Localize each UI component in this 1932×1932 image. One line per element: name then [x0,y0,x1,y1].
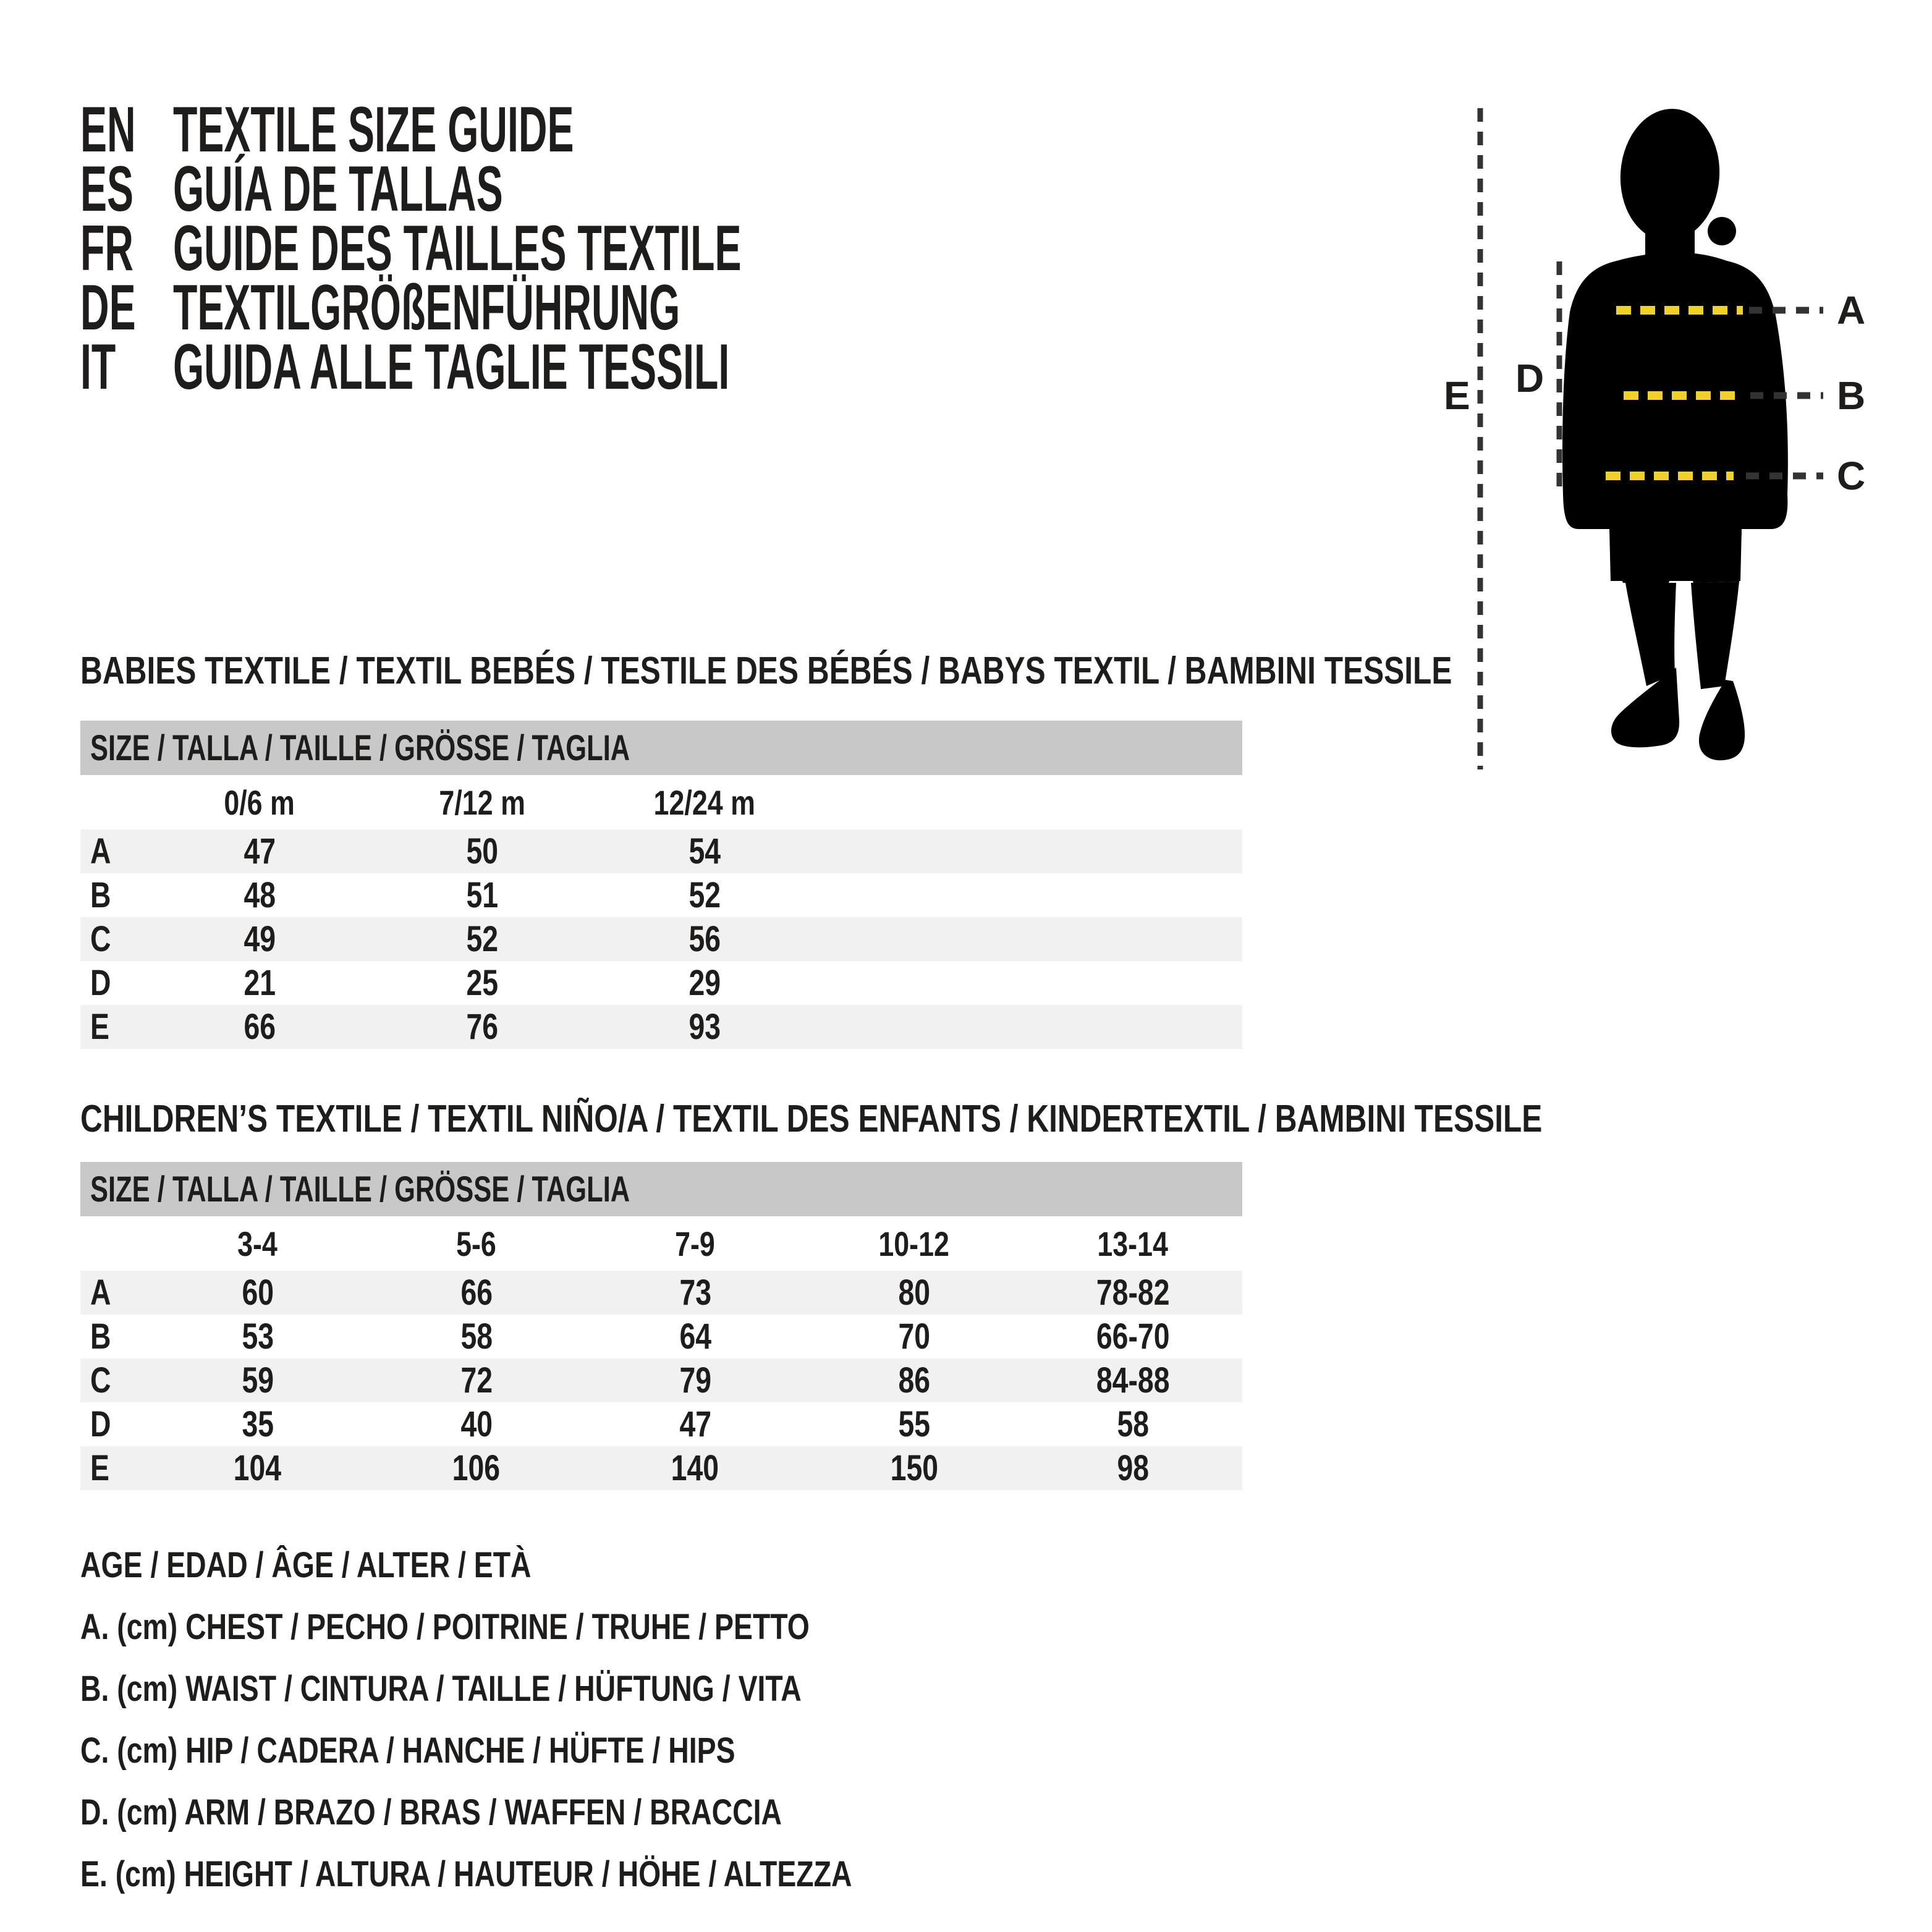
children-row-e [80,1446,1242,1490]
cell-value: 40 [460,1404,493,1444]
children-table-header-bar [80,1162,1242,1216]
legend-item-b: B. (cm) WAIST / CINTURA / TAILLE / HÜFTUNG / VITA [80,1668,802,1709]
language-title-es: GUÍA DE TALLAS [173,153,503,225]
children-size-table [80,1162,1242,1490]
cell-value: 52 [466,919,498,959]
babies-table-header-bar [80,721,1242,775]
row-label: B [90,875,111,915]
language-code-fr: FR [80,212,133,284]
row-label: C [90,919,111,959]
babies-row-b [80,873,1242,917]
cell-value: 64 [679,1316,711,1357]
cell-value: 54 [688,831,721,871]
cell-value: 35 [241,1404,274,1444]
cell-value: 93 [688,1007,721,1047]
cell-value: 48 [244,875,276,915]
cell-value: 86 [898,1360,930,1400]
cell-value: 25 [466,963,498,1003]
cell-value: 66-70 [1096,1316,1170,1357]
children-row-c [80,1358,1242,1402]
children-col-header-4: 13-14 [1097,1224,1169,1263]
row-label: E [90,1448,109,1488]
cell-value: 66 [244,1007,276,1047]
cell-value: 66 [460,1273,493,1313]
language-code-es: ES [80,153,134,225]
cell-value: 70 [898,1316,930,1357]
babies-row-d [80,961,1242,1005]
row-label: A [90,1273,111,1313]
babies-row-e [80,1005,1242,1049]
legend-item-e: E. (cm) HEIGHT / ALTURA / HAUTEUR / HÖHE / ALTEZZA [80,1854,852,1894]
cell-value: 150 [890,1448,938,1488]
cell-value: 52 [688,875,721,915]
cell-value: 56 [688,919,721,959]
babies-row-c [80,917,1242,961]
language-title-fr: GUIDE DES TAILLES TEXTILE [173,212,742,284]
cell-value: 73 [679,1273,711,1313]
legend-age-line: AGE / EDAD / ÂGE / ALTER / ETÀ [80,1544,532,1585]
children-table-header-label: SIZE / TALLA / TAILLE / GRÖSSE / TAGLIA [90,1169,630,1210]
children-col-header-0: 3-4 [237,1224,278,1263]
cell-value: 140 [671,1448,719,1488]
language-title-de: TEXTILGRÖßENFÜHRUNG [173,271,680,344]
row-label: A [90,831,111,871]
cell-value: 21 [244,963,276,1003]
cell-value: 98 [1117,1448,1149,1488]
children-row-d [80,1402,1242,1446]
cell-value: 106 [452,1448,501,1488]
cell-value: 76 [466,1007,498,1047]
legend-item-d: D. (cm) ARM / BRAZO / BRAS / WAFFEN / BRACCIA [80,1792,782,1832]
cell-value: 72 [460,1360,493,1400]
cell-value: 59 [241,1360,274,1400]
hip-label-c: C [1837,454,1866,498]
babies-table-header-label: SIZE / TALLA / TAILLE / GRÖSSE / TAGLIA [90,727,630,768]
cell-value: 49 [244,919,276,959]
children-column-header-row [80,1216,1242,1271]
row-label: D [90,963,111,1003]
cell-value: 84-88 [1096,1360,1170,1400]
legend-item-a: A. (cm) CHEST / PECHO / POITRINE / TRUHE / PETTO [80,1606,810,1647]
babies-section-title: BABIES TEXTILE / TEXTIL BEBÉS / TESTILE DES BÉBÉS / BABYS TEXTIL / BAMBINI TESSILE [80,649,1452,692]
children-col-header-2: 7-9 [675,1224,716,1263]
waist-label-b: B [1837,373,1866,418]
language-code-it: IT [80,331,116,403]
arm-label-d: D [1515,356,1544,400]
cell-value: 50 [466,831,498,871]
babies-col-header-2: 12/24 m [653,782,756,822]
cell-value: 58 [1117,1404,1149,1444]
row-label: B [90,1316,111,1357]
cell-value: 55 [898,1404,930,1444]
children-section-title: CHILDREN’S TEXTILE / TEXTIL NIÑO/A / TEXTIL DES ENFANTS / KINDERTEXTIL / BAMBINI TESSILE [80,1097,1543,1140]
language-title-it: GUIDA ALLE TAGLIE TESSILI [173,331,730,403]
row-label: C [90,1360,111,1400]
height-label-e: E [1444,373,1470,418]
cell-value: 53 [241,1316,274,1357]
cell-value: 79 [679,1360,711,1400]
babies-column-header-row [80,775,1242,829]
cell-value: 51 [466,875,498,915]
cell-value: 47 [679,1404,711,1444]
row-label: E [90,1007,109,1047]
language-code-en: EN [80,93,136,166]
cell-value: 58 [460,1316,493,1357]
cell-value: 104 [234,1448,282,1488]
cell-value: 78-82 [1096,1273,1170,1313]
children-col-header-3: 10-12 [878,1224,950,1263]
children-row-b [80,1315,1242,1358]
babies-row-a [80,829,1242,873]
cell-value: 47 [244,831,276,871]
language-code-de: DE [80,271,136,344]
babies-col-header-0: 0/6 m [224,782,295,822]
language-title-en: TEXTILE SIZE GUIDE [173,93,574,166]
legend-item-c: C. (cm) HIP / CADERA / HANCHE / HÜFTE / HIPS [80,1730,735,1771]
babies-size-table [80,721,1242,1049]
cell-value: 60 [241,1273,274,1313]
children-row-a [80,1271,1242,1315]
row-label: D [90,1404,111,1444]
cell-value: 80 [898,1273,930,1313]
chest-label-a: A [1837,288,1866,333]
cell-value: 29 [688,963,721,1003]
babies-col-header-1: 7/12 m [439,782,525,822]
children-col-header-1: 5-6 [456,1224,497,1263]
